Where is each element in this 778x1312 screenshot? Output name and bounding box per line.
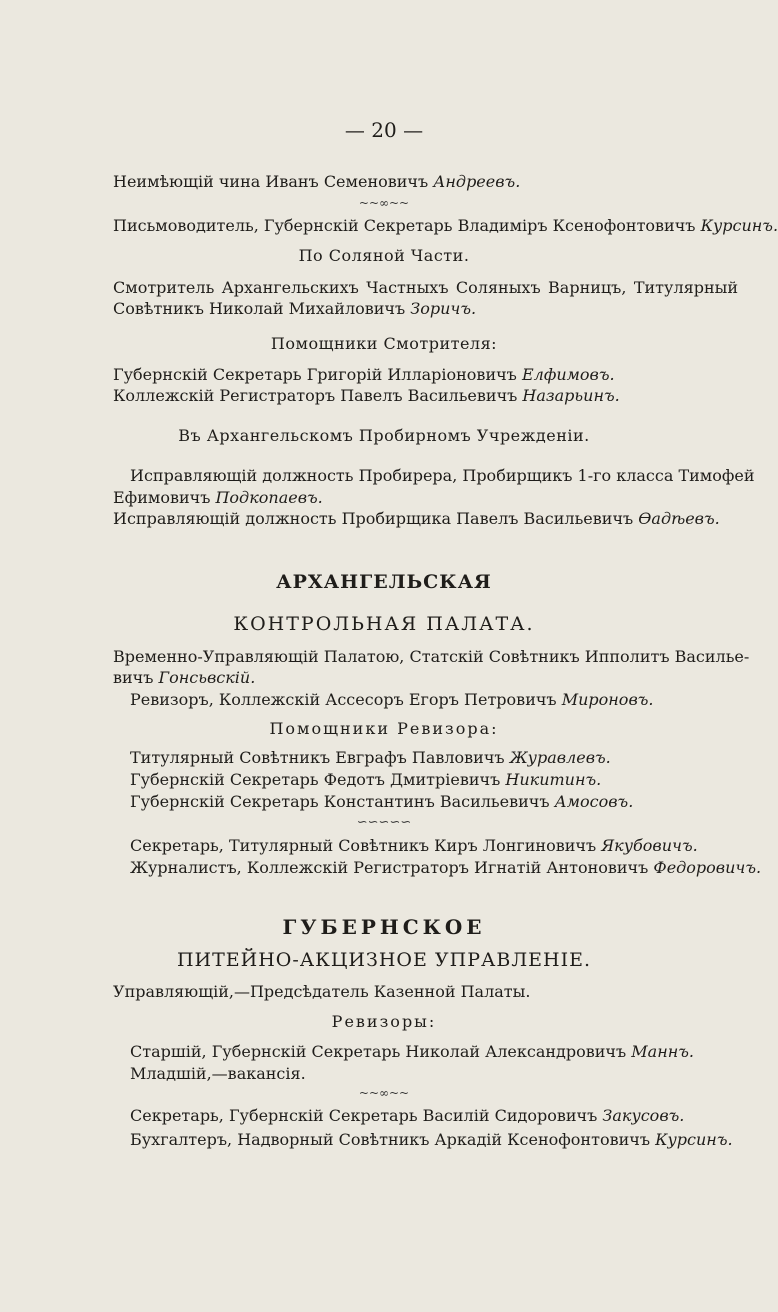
ornament-divider: ~~∞~~ [358,196,410,210]
text-line: Губернскій Секретарь Григорій Илларіоновичъ Елфимовъ. [113,365,615,384]
person-name: Якубовичъ. [601,836,698,855]
person-name: Зоричъ. [410,299,477,318]
person-name: Курсинъ. [700,216,778,235]
ornament-divider: ∽∽∽∽∽ [356,815,412,830]
text-line: Бухгалтеръ, Надворный Совѣтникъ Аркадій Ксенофонтовичъ Курсинъ. [130,1130,733,1149]
text-line: Неимѣющій чина Иванъ Семеновичъ Андреевъ. [113,172,521,191]
page-number: — 20 — [344,118,424,142]
department-subtitle: КОНТРОЛЬНАЯ ПАЛАТА. [233,613,535,635]
section-heading: По Соляной Части. [298,246,470,265]
person-name: Закусовъ. [602,1106,685,1125]
text-line: Управляющій,—Предсѣдатель Казенной Палаты. [113,982,531,1001]
section-heading: Помощники Ревизора: [269,719,499,738]
text-line: Исправляющій должность Пробирщика Павелъ Васильевичъ Ѳадѣевъ. [113,509,720,528]
text-line: Журналистъ, Коллежскій Регистраторъ Игнатій Антоновичъ Федоровичъ. [130,858,762,877]
person-name: Журавлевъ. [509,748,611,767]
text-line: Ефимовичъ Подкопаевъ. [113,488,323,507]
section-heading: Въ Архангельскомъ Пробирномъ Учрежденіи. [178,426,590,445]
person-name: Андреевъ. [433,172,521,191]
text-line: Старшій, Губернскій Секретарь Николай Александровичъ Маннъ. [130,1042,695,1061]
text-line: Секретарь, Губернскій Секретарь Василій Сидоровичъ Закусовъ. [130,1106,685,1125]
text-line: Губернскій Секретарь Константинъ Васильевичъ Амосовъ. [130,792,634,811]
person-name: Никитинъ. [505,770,602,789]
text-line: Губернскій Секретарь Федотъ Дмитріевичъ Никитинъ. [130,770,602,789]
department-subtitle: ПИТЕЙНО-АКЦИЗНОЕ УПРАВЛЕНІЕ. [176,949,592,971]
text-line: Смотритель Архангельскихъ Частныхъ Соляныхъ Варницъ, Титулярный [113,278,738,297]
person-name: Федоровичъ. [653,858,762,877]
ornament-divider: ~~∞~~ [358,1086,410,1100]
person-name: Амосовъ. [554,792,634,811]
text-line: Совѣтникъ Николай Михайловичъ Зоричъ. [113,299,477,318]
text-line: вичъ Гонсьвскій. [113,668,256,687]
person-name: Елфимовъ. [521,365,615,384]
section-heading: Помощники Смотрителя: [270,334,498,353]
section-heading: Ревизоры: [331,1012,437,1031]
text-line: Письмоводитель, Губернскій Секретарь Владиміръ Ксенофонтовичъ Курсинъ. [113,216,778,235]
person-name: Ѳадѣевъ. [638,509,720,528]
person-name: Подкопаевъ. [215,488,323,507]
text-line: Коллежскій Регистраторъ Павелъ Васильевичъ Назарьинъ. [113,386,620,405]
person-name: Курсинъ. [655,1130,733,1149]
department-title: АРХАНГЕЛЬСКАЯ [276,571,492,593]
text-line: Ревизоръ, Коллежскій Ассесоръ Егоръ Петровичъ Мироновъ. [130,690,654,709]
person-name: Назарьинъ. [522,386,620,405]
text-line: Младшій,—вакансія. [130,1064,306,1083]
person-name: Гонсьвскій. [158,668,256,687]
text-line: Секретарь, Титулярный Совѣтникъ Киръ Лонгиновичъ Якубовичъ. [130,836,698,855]
text-line: Исправляющій должность Пробирера, Пробирщикъ 1-го класса Тимофей [130,466,755,485]
department-title: ГУБЕРНСКОЕ [282,915,486,939]
text-line: Временно-Управляющій Палатою, Статскій Совѣтникъ Ипполитъ Василье- [113,647,750,666]
person-name: Маннъ. [631,1042,695,1061]
text-line: Титулярный Совѣтникъ Евграфъ Павловичъ Журавлевъ. [130,748,611,767]
person-name: Мироновъ. [561,690,654,709]
